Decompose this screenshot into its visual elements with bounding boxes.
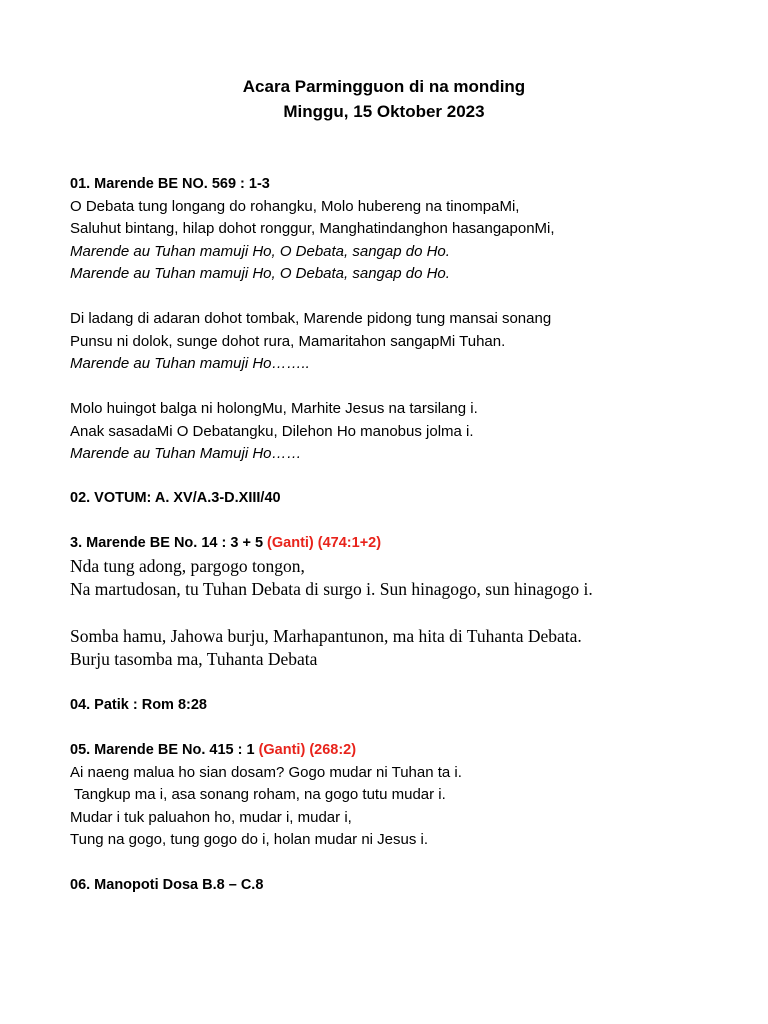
section-1-heading: 01. Marende BE NO. 569 : 1-3 [70,176,270,192]
verse-line: Molo huingot balga ni holongMu, Marhite Jesus na tarsilang i. [70,400,478,417]
verse-line: O Debata tung longang do rohangku, Molo hubereng na tinompaMi, [70,197,520,215]
verse-line: Punsu ni dolok, sunge dohot rura, Mamaritahon sangapMi Tuhan. [70,332,506,350]
verse-line: Ai naeng malua ho sian dosam? Gogo mudar ni Tuhan ta i. [70,763,462,781]
chorus-line: Marende au Tuhan mamuji Ho, O Debata, sangap do Ho. [70,242,450,260]
section-4-heading: 04. Patik : Rom 8:28 [70,697,207,713]
section-3-verse-1 [70,555,760,601]
section-1-verse-2 [70,308,760,376]
section-2-heading: 02. VOTUM: A. XV/A.3-D.XIII/40 [70,490,281,506]
verse-line: Di ladang di adaran dohot tombak, Marende pidong tung mansai sonang [70,310,552,327]
section-3-verse-2 [70,625,760,671]
verse-line: Tung na gogo, tung gogo do i, holan mudar ni Jesus i. [70,831,429,848]
section-2 [70,487,760,510]
verse-line: Burju tasomba ma, Tuhanta Debata [70,649,318,669]
section-3-replacement-note: (Ganti) (474:1+2) [267,535,382,551]
section-6 [70,874,760,897]
section-1-verse-3 [70,398,760,466]
section-3-heading [70,532,760,555]
verse-line: Nda tung adong, pargogo tongon, [70,556,305,576]
section-1 [70,173,760,286]
section-3 [70,532,760,555]
verse-line: Saluhut bintang, hilap dohot ronggur, Manghatindanghon hasangaponMi, [70,220,555,237]
section-5-replacement-note: (Ganti) (268:2) [258,742,357,758]
chorus-line: Marende au Tuhan Mamuji Ho…… [70,445,302,462]
chorus-line: Marende au Tuhan mamuji Ho, O Debata, sangap do Ho. [70,265,450,282]
section-5-heading [70,739,760,762]
document-title: Acara Parmingguon di na monding [242,77,526,96]
chorus-line: Marende au Tuhan mamuji Ho…….. [70,355,310,372]
document-date: Minggu, 15 Oktober 2023 [283,102,485,121]
section-6-heading: 06. Manopoti Dosa B.8 – C.8 [70,877,264,893]
verse-line: Na martudosan, tu Tuhan Debata di surgo i. Sun hinagogo, sun hinagogo i. [70,579,593,599]
section-5-title: 05. Marende BE No. 415 : 1 [70,742,259,758]
verse-line: Somba hamu, Jahowa burju, Marhapantunon, ma hita di Tuhanta Debata. [70,626,582,646]
section-3-title: 3. Marende BE No. 14 : 3 + 5 [70,535,268,551]
verse-line: Mudar i tuk paluahon ho, mudar i, mudar i, [70,808,352,826]
verse-line: Anak sasadaMi O Debatangku, Dilehon Ho manobus jolma i. [70,422,474,440]
verse-line: Tangkup ma i, asa sonang roham, na gogo tutu mudar i. [70,786,446,803]
section-5 [70,739,760,852]
section-4 [70,694,760,717]
